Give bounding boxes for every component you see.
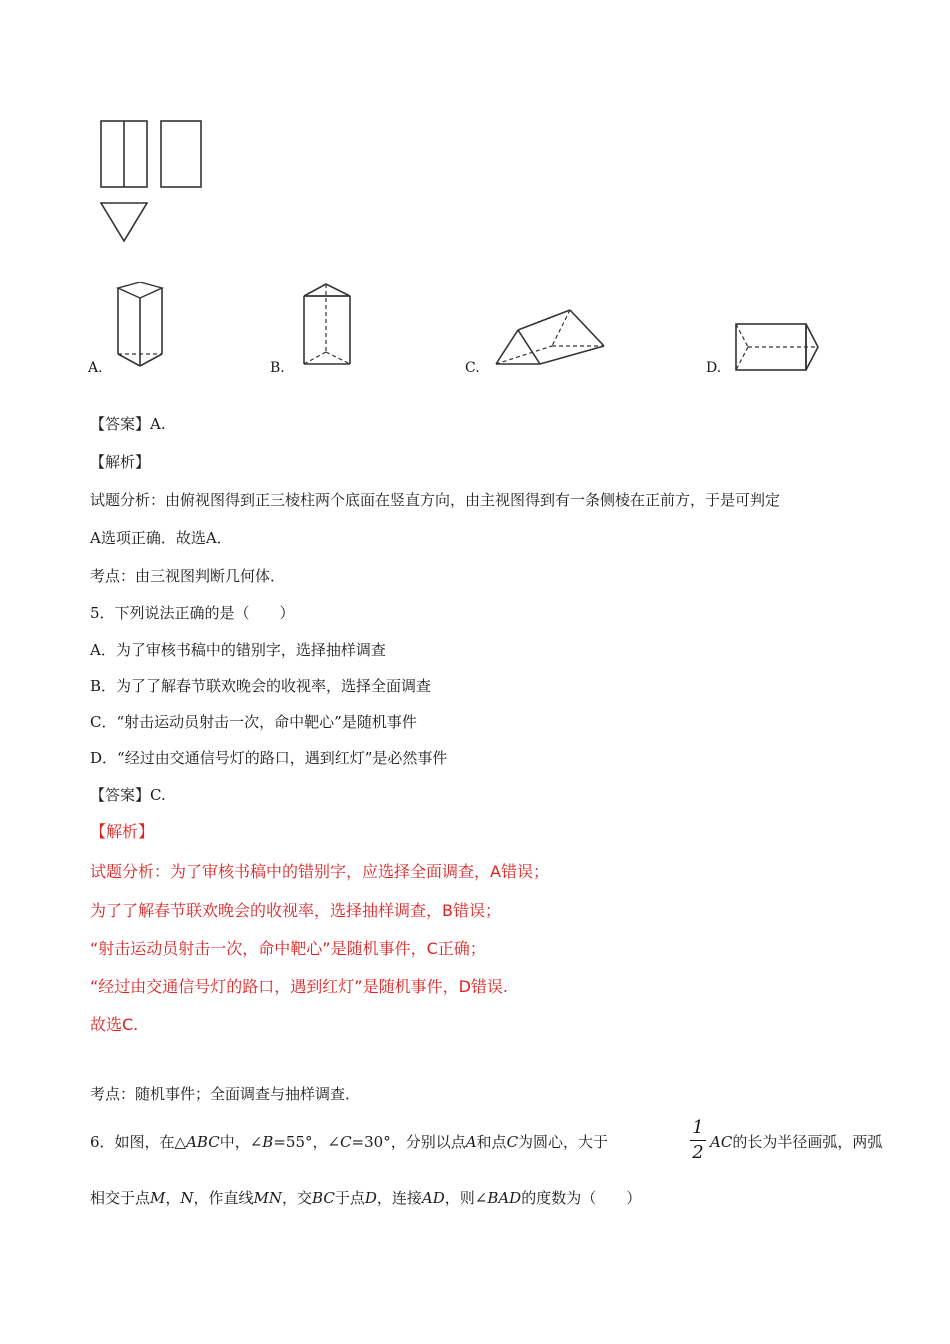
q5-red-2: 为了了解春节联欢晚会的收视率，选择抽样调查，B错误； [90, 901, 501, 920]
q5-question: 5．下列说法正确的是（ ） [90, 604, 295, 622]
option-c-label[interactable]: C. [465, 360, 480, 376]
option-a-label[interactable]: A. [88, 360, 103, 376]
q6-line-2: 相交于点M，N，作直线MN，交BC于点D，连接AD，则∠BAD的度数为（ ） [90, 1189, 642, 1207]
option-d-label[interactable]: D. [706, 360, 722, 376]
fraction-one-half: 1 2 [690, 1118, 706, 1163]
option-b-solid [298, 282, 358, 372]
q5-red-5: 故选C. [90, 1015, 139, 1034]
q5-red-4: “经过由交通信号灯的路口，遇到红灯”是随机事件，D错误. [90, 977, 508, 996]
top-view [101, 203, 147, 241]
q4-kaodian: 考点：由三视图判断几何体． [90, 567, 286, 585]
side-view [161, 121, 201, 187]
q5-option-b[interactable]: B．为了了解春节联欢晚会的收视率，选择全面调查 [90, 677, 432, 695]
q6-line-1: 6．如图，在△ABC中，∠B=55°，∠C=30°，分别以点A和点C为圆心，大于 [90, 1133, 609, 1151]
q5-option-a[interactable]: A．为了审核书稿中的错别字，选择抽样调查 [90, 641, 386, 659]
q5-answer: 【答案】C. [90, 786, 166, 804]
q4-analysis-title: 【解析】 [90, 453, 151, 471]
q4-analysis-2: A选项正确．故选A． [90, 529, 232, 547]
q6-line-1-tail: AC的长为半径画弧，两弧 [710, 1133, 883, 1151]
q5-red-3: “射击运动员射击一次，命中靶心”是随机事件，C正确； [90, 939, 486, 958]
q5-red-1: 试题分析：为了审核书稿中的错别字，应选择全面调查，A错误； [90, 862, 549, 881]
q5-analysis-title: 【解析】 [90, 822, 155, 841]
three-views-figure [95, 115, 210, 245]
option-a-solid [112, 282, 167, 372]
q4-answer: 【答案】A. [90, 415, 166, 433]
option-d-solid [730, 318, 825, 374]
option-b-label[interactable]: B. [270, 360, 285, 376]
q5-option-d[interactable]: D．“经过由交通信号灯的路口，遇到红灯”是必然事件 [90, 749, 448, 767]
q4-analysis-1: 试题分析：由俯视图得到正三棱柱两个底面在竖直方向，由主视图得到有一条侧棱在正前方，于是可判定 [90, 491, 781, 509]
q5-kaodian: 考点：随机事件；全面调查与抽样调查． [90, 1085, 361, 1103]
q5-option-c[interactable]: C．“射击运动员射击一次，命中靶心”是随机事件 [90, 713, 417, 731]
option-c-solid [490, 300, 615, 372]
